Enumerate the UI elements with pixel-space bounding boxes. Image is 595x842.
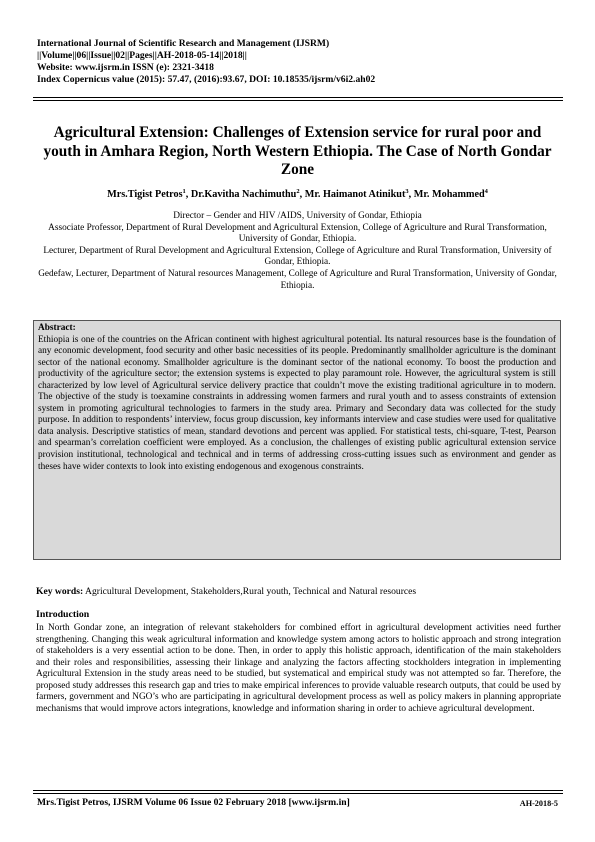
footer-citation: Mrs.Tigist Petros, IJSRM Volume 06 Issue 02 February 2018 [www.ijsrm.in] <box>37 797 350 808</box>
abstract-box <box>33 320 561 560</box>
header-rule-thick <box>33 97 563 98</box>
author: Mrs.Tigist Petros$^1$, <box>107 188 191 200</box>
journal-website: Website: www.ijsrm.in ISSN (e): 2321-3418 <box>37 62 214 73</box>
footer-page-number: AH-2018-5 <box>519 799 558 808</box>
keywords <box>36 586 561 598</box>
author-list <box>30 189 565 201</box>
abstract-heading: Abstract: <box>38 323 76 333</box>
journal-volume-info: ||Volume||06||Issue||02||Pages||AH-2018-05-14||2018|| <box>37 50 247 61</box>
keywords-label: Key words: <box>36 586 84 597</box>
footer-rule-thick <box>33 790 563 791</box>
introduction-text: In North Gondar zone, an integration of relevant stakeholders for combined effort in agricultural development activities need further strengthening. Changing this weak agricultural information and knowledge system among actors to holistic approach and strong integration of stakeholders is a very essential action to be done. Then, in order to apply this holistic approach, identification of the main stakeholders and their roles and responsibilities, assessing their linkage and analyzing the factors affecting stockholders integration in implementing Agricultural Extension in the study areas need to be studied, but systematical and empirical study was not attempted so far. Therefore, the proposed study addresses this research gap and tries to make empirical inferences to provide valuable research outputs, that could be used by farmers, government and NGO’s who are participating in agricultural development process as well as policy makers in planning appropriate mechanisms that would improve actors integrations, knowledge and information sharing in order to achieve agricultural development. <box>36 623 561 714</box>
journal-index-info: Index Copernicus value (2015): 57.47, (2016):93.67, DOI: 10.18535/ijsrm/v6i2.ah02 <box>37 74 376 85</box>
footer-rule-thin <box>33 793 563 794</box>
header-rule-thin <box>33 100 563 101</box>
author: Mr. Mohammed$^4$ <box>413 188 488 200</box>
introduction-heading: Introduction <box>36 609 90 620</box>
author: Mr. Haimanot Atinikut$^3$, <box>304 188 414 200</box>
affiliations <box>36 211 559 292</box>
keywords-text: Agricultural Development, Stakeholders,Rural youth, Technical and Natural resources <box>83 586 417 597</box>
journal-name: International Journal of Scientific Research and Management (IJSRM) <box>37 38 330 49</box>
affiliation: Gedefaw, Lecturer, Department of Natural resources Management, College of Agriculture and Rural Transformation, University of Gondar, Ethiopia. <box>38 268 557 291</box>
author: Dr.Kavitha Nachimuthu$^2$, <box>190 188 305 200</box>
affiliation: Lecturer, Department of Rural Development and Agricultural Extension, College of Agriculture and Rural Transformation, University of Gondar, Ethiopia. <box>43 245 552 268</box>
abstract-text: Ethiopia is one of the countries on the African continent with highest agricultural potential. Its natural resources base is the foundation of any economic development, food security and other basic necessities of its people. Predominantly smallholder agriculture is the dominant sector of the national economy. Smallholder agriculture is the dominant sector of the national economy. To boost the production and productivity of the agriculture sector; the extension systems is expected to play paramount role. However, the agricultural system is still characterized by low level of Agricultural service delivery practice that couldn’t move the existing traditional agriculture in to modern. The objective of the study is toexamine constraints in addressing women farmers and rural youth and to assess constraints of extension system in promoting agricultural technologies to farmers in the study area. Primary and Secondary data was collected for the study purpose. In addition to respondents’ interview, focus group discussion, key informants interview and case studies were used for qualitative data analysis. Descriptive statistics of mean, standard devotions and percent was applied. For statistical tests, chi-square, T-test, Pearson and spearman’s correlation coefficient were employed. As a conclusion, the challenges of existing public agricultural extension service provision institutional, technological and technical and in terms of addressing cross-cutting issues such as environment and gender as theses have wider contexts to look into existing endogenous and exogenous constraints. <box>38 334 556 472</box>
affiliation: Associate Professor, Department of Rural Development and Agricultural Extension, College of Agriculture and Rural Transformation, University of Gondar, Ethiopia. <box>48 222 547 245</box>
paper-title: Agricultural Extension: Challenges of Extension service for rural poor and youth in Amhara Region, North Western Ethiopia. The Case of North Gondar Zone <box>43 124 552 178</box>
affiliation: Director – Gender and HIV /AIDS, University of Gondar, Ethiopia <box>173 211 422 221</box>
journal-header <box>37 38 557 86</box>
